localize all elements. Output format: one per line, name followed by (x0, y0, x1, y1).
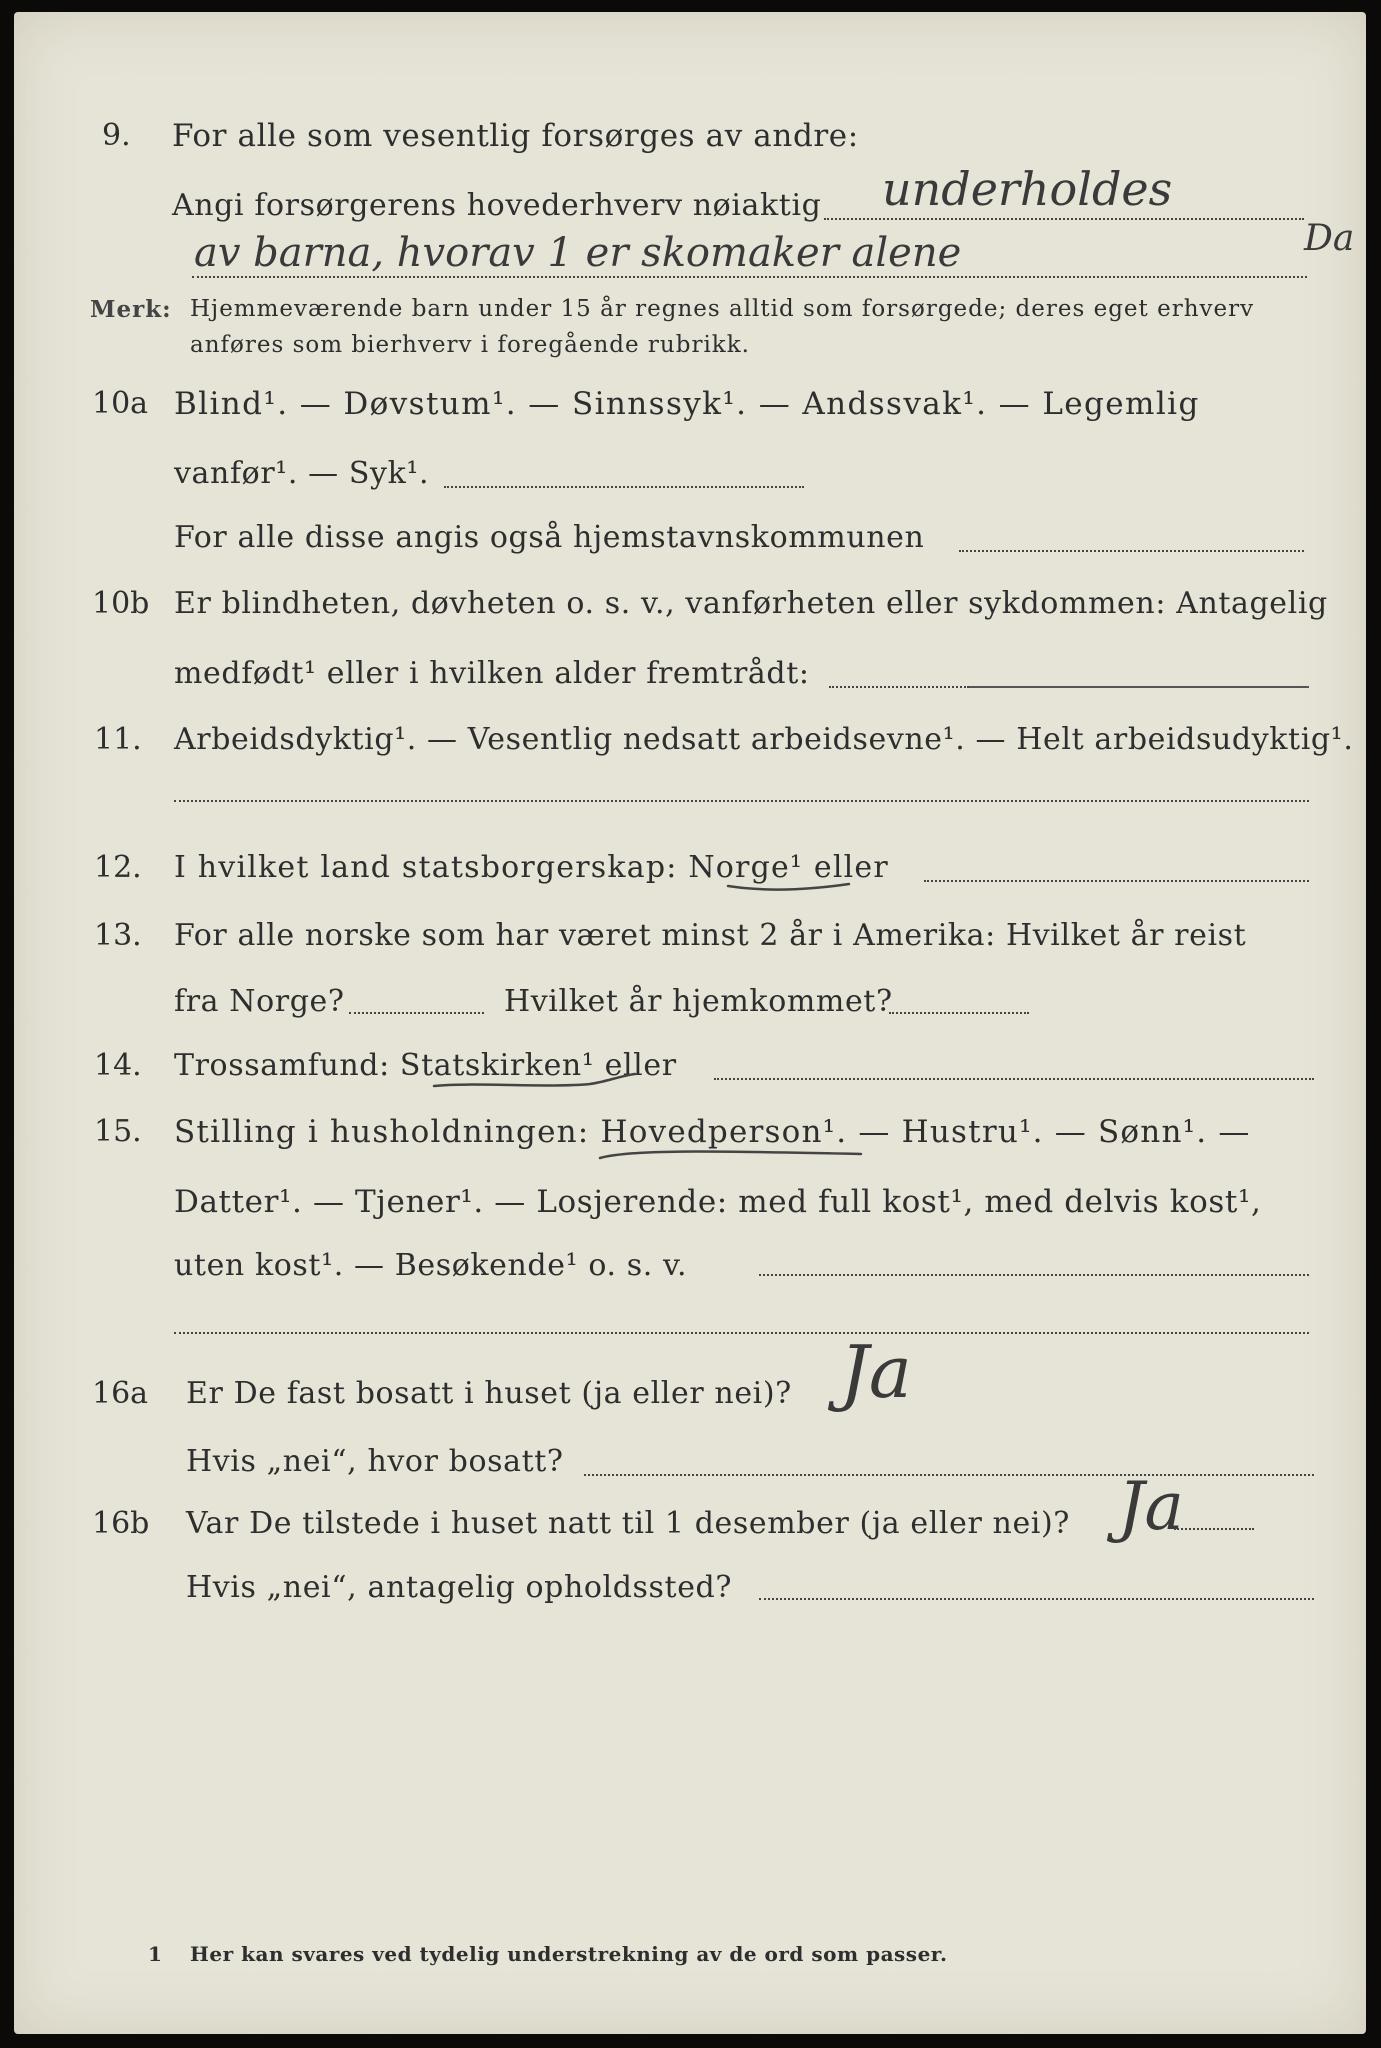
q12-number: 12. (94, 850, 142, 885)
q14-question: Trossamfund: Statskirken¹ eller (174, 1048, 677, 1083)
q11-answer-line (174, 800, 1309, 802)
q12-question: I hvilket land statsborgerskap: Norge¹ eller (174, 850, 889, 885)
q16b-answer-line (1174, 1528, 1254, 1530)
q16a-question: Er De fast bosatt i huset (ja eller nei)? (186, 1376, 792, 1411)
q9-question: For alle som vesentlig forsørges av andre: (172, 118, 859, 154)
q16b-whereabouts-prompt: Hvis „nei“, antagelig opholdssted? (186, 1570, 733, 1605)
q10b-number: 10b (92, 586, 150, 621)
q16a-residence-prompt: Hvis „nei“, hvor bosatt? (186, 1444, 564, 1479)
q16b-number: 16b (92, 1506, 150, 1541)
q11-number: 11. (94, 722, 142, 757)
q15-answer-line-2 (174, 1332, 1309, 1334)
q16b-whereabouts-line (759, 1598, 1314, 1600)
q13-departure-prompt: fra Norge? (174, 984, 345, 1019)
q16b-handwritten-answer: Ja (1118, 1468, 1184, 1545)
merk-text-line-2: anføres som bierhverv i foregående rubrikk. (190, 332, 750, 358)
q10a-hometown-prompt: For alle disse angis også hjemstavnskommunen (174, 520, 925, 555)
q13-departure-line (349, 1012, 484, 1014)
q9-answer-line-1 (824, 218, 1304, 220)
q11-options: Arbeidsdyktig¹. — Vesentlig nedsatt arbeidsevne¹. — Helt arbeidsudyktig¹. (174, 722, 1354, 757)
q12-norge-underline (724, 876, 854, 896)
q14-answer-line (714, 1078, 1314, 1080)
q13-return-prompt: Hvilket år hjemkommet? (504, 984, 893, 1019)
q14-statskirken-underline (430, 1070, 640, 1096)
q15-answer-line-1 (759, 1274, 1309, 1276)
q16a-residence-line (584, 1474, 1314, 1476)
q13-question-line-1: For alle norske som har været minst 2 år i Amerika: Hvilket år reist (174, 918, 1247, 953)
q9-occupation-prompt: Angi forsørgerens hovederhverv nøiaktig (172, 188, 822, 223)
q9-number: 9. (102, 118, 131, 153)
q10b-question-line-1: Er blindheten, døvheten o. s. v., vanførheten eller sykdommen: Antagelig (174, 586, 1328, 621)
q10a-hometown-line (959, 550, 1304, 552)
q13-number: 13. (94, 918, 142, 953)
q15-options-line-2: Datter¹. — Tjener¹. — Losjerende: med full kost¹, med delvis kost¹, (174, 1184, 1262, 1220)
q9-handwritten-answer-tail: Da (1304, 218, 1355, 259)
q15-number: 15. (94, 1114, 142, 1149)
q16a-handwritten-answer: Ja (840, 1330, 912, 1414)
q10a-options-line-2: vanfør¹. — Syk¹. (174, 456, 430, 491)
merk-text-line-1: Hjemmeværende barn under 15 år regnes alltid som forsørgede; deres eget erhverv (190, 296, 1255, 322)
q10b-question-line-2: medfødt¹ eller i hvilken alder fremtrådt: (174, 656, 810, 691)
q16b-question: Var De tilstede i huset natt til 1 desember (ja eller nei)? (186, 1506, 1070, 1541)
q15-options-line-3: uten kost¹. — Besøkende¹ o. s. v. (174, 1248, 688, 1283)
q10a-number: 10a (92, 386, 149, 421)
q12-answer-line (924, 880, 1309, 882)
q9-answer-line-2 (192, 276, 1307, 278)
q10b-answer-line (969, 686, 1309, 688)
q10a-answer-line (444, 486, 804, 488)
q15-hovedperson-underline (596, 1144, 866, 1166)
footnote-text: Her kan svares ved tydelig understrekning av de ord som passer. (190, 1942, 948, 1966)
q15-options-line-1: Stilling i husholdningen: Hovedperson¹. — Hustru¹. — Sønn¹. — (174, 1114, 1251, 1150)
q16a-number: 16a (92, 1376, 149, 1411)
merk-label: Merk: (90, 296, 172, 323)
q9-handwritten-answer-2: av barna, hvorav 1 er skomaker alene (194, 230, 962, 276)
q13-return-line (889, 1012, 1029, 1014)
q10a-options-line-1: Blind¹. — Døvstum¹. — Sinnssyk¹. — Andssvak¹. — Legemlig (174, 386, 1200, 422)
q9-handwritten-answer-1: underholdes (882, 162, 1173, 216)
census-form-page (14, 12, 1366, 2034)
q10b-answer-dots (829, 686, 969, 688)
footnote-mark: 1 (148, 1942, 163, 1966)
q14-number: 14. (94, 1048, 142, 1083)
